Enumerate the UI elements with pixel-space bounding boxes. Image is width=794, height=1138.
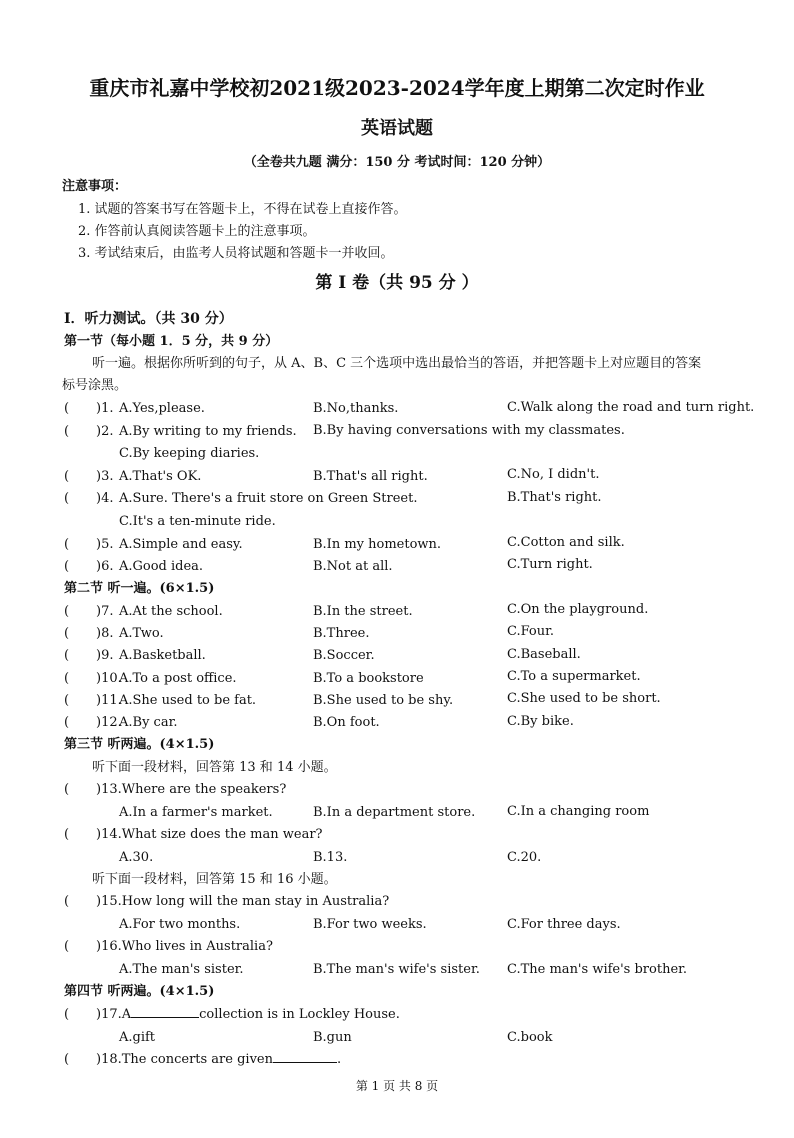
section3-title: 第三节 听两遍。(4×1.5) [64,737,215,752]
option-b: B.To a bookstore [313,671,424,686]
question-text [96,1008,400,1021]
option-b: B.On foot. [313,715,380,730]
subject-title: 英语试题 [361,118,433,139]
option-a: A.Basketball. [119,648,206,663]
option-b: B.Soccer. [313,648,375,663]
answer-paren: ( [64,671,70,686]
option-b: B.No,thanks. [313,401,399,416]
option-c: C.For three days. [507,917,621,932]
option-c: C.No, I didn't. [507,467,600,482]
option-c: C.20. [507,850,542,865]
question-number: )5. [96,537,114,552]
option-b: B.That's right. [507,490,602,505]
question-number: )4. [96,491,114,506]
section-listening-title: I．听力测试。（共 30 分） [64,311,233,327]
question-text-start: )17.A [96,1007,132,1022]
section2-title: 第二节 听一遍。(6×1.5) [64,581,215,596]
option-c: C.book [507,1030,553,1045]
option-a: A.Sure. There's a fruit store on Green Street. [119,491,418,506]
option-c: C.By bike. [507,714,574,729]
question-text [96,1053,341,1066]
question-text-start: )18.The concerts are given [96,1052,273,1067]
option-a: A.That's OK. [119,469,202,484]
answer-paren: ( [64,604,70,619]
question-number: )1. [96,401,114,416]
question-number: )6. [96,559,114,574]
page-footer: 第 1 页 共 8 页 [355,1079,439,1093]
answer-paren: ( [64,469,70,484]
option-c: C.On the playground. [507,602,649,617]
answer-paren: ( [64,715,70,730]
option-c: C.The man's wife's brother. [507,962,688,977]
question-number: )10. [96,671,122,686]
option-a: A.She used to be fat. [119,693,257,708]
exam-title: 重庆市礼嘉中学校初2021级2023-2024学年度上期第二次定时作业 [89,76,705,100]
answer-paren: ( [64,424,70,439]
option-b: B.For two weeks. [313,917,427,932]
answer-paren: ( [64,693,70,708]
answer-paren: ( [64,939,70,954]
option-a: A.For two months. [119,917,241,932]
question-number: )3. [96,469,114,484]
question-number: )7. [96,604,114,619]
part-one-title: 第 I 卷（共 95 分 ） [315,273,479,293]
answer-paren: ( [64,401,70,416]
question-number: )2. [96,424,114,439]
question-number: )12. [96,715,122,730]
section4-title: 第四节 听两遍。(4×1.5) [64,984,215,999]
option-a: A.At the school. [119,604,223,619]
notice-item: 2. 作答前认真阅读答题卡上的注意事项。 [78,224,316,239]
question-number: )11. [96,693,122,708]
option-c: C.Four. [507,624,555,639]
option-a: A.30. [119,850,154,865]
option-c: C.She used to be short. [507,691,661,706]
option-a: A.The man's sister. [119,962,244,977]
question-number: )8. [96,626,114,641]
option-a: A.By writing to my friends. [119,424,297,439]
answer-blank [131,1016,199,1018]
option-a: A.Good idea. [119,559,204,574]
notice-item: 1. 试题的答案书写在答题卡上，不得在试卷上直接作答。 [78,202,407,217]
answer-paren: ( [64,626,70,641]
option-b: B.Three. [313,626,370,641]
option-b: B.In a department store. [313,805,476,820]
option-c: C.Cotton and silk. [507,535,625,550]
option-c: C.By keeping diaries. [119,446,260,461]
option-a: A.Yes,please. [119,401,205,416]
notice-item: 3. 考试结束后，由监考人员将试题和答题卡一并收回。 [78,246,394,261]
answer-paren: ( [64,491,70,506]
option-b: B.She used to be shy. [313,693,454,708]
option-b: B.By having conversations with my classmates. [313,423,625,438]
option-c: C.In a changing room [507,804,650,819]
question-text: )16.Who lives in Australia? [96,939,273,954]
question-text-end: . [337,1052,342,1067]
option-b: B.The man's wife's sister. [313,962,480,977]
exam-info: （全卷共九题 满分：150 分 考试时间：120 分钟） [243,155,551,170]
option-c: C.Turn right. [507,557,593,572]
answer-paren: ( [64,559,70,574]
option-a: A.In a farmer's market. [119,805,273,820]
answer-paren: ( [64,648,70,663]
option-b: B.That's all right. [313,469,428,484]
option-a: A.By car. [119,715,178,730]
option-b: B.gun [313,1030,352,1045]
option-b: B.13. [313,850,348,865]
option-b: B.Not at all. [313,559,393,574]
answer-paren: ( [64,894,70,909]
answer-paren: ( [64,1052,70,1067]
option-b: B.In my hometown. [313,537,442,552]
option-c: C.It's a ten-minute ride. [119,514,276,529]
question-text: )15.How long will the man stay in Australia? [96,894,390,909]
answer-paren: ( [64,827,70,842]
answer-paren: ( [64,537,70,552]
section1-instructions-cont: 标号涂黑。 [62,378,128,393]
question-number: )9. [96,648,114,663]
section1-instructions: 听一遍。根据你所听到的句子，从 A、B、C 三个选项中选出最恰当的答语，并把答题卡上对应题目的答案 [92,356,702,371]
question-text: )13.Where are the speakers? [96,782,287,797]
option-a: A.gift [119,1030,156,1045]
material-instruction: 听下面一段材料，回答第 13 和 14 小题。 [92,760,337,775]
question-text: )14.What size does the man wear? [96,827,323,842]
material-instruction: 听下面一段材料，回答第 15 和 16 小题。 [92,872,337,887]
option-b: B.In the street. [313,604,413,619]
answer-blank [273,1061,337,1063]
notice-heading: 注意事项： [62,179,128,194]
option-a: A.Simple and easy. [119,537,243,552]
answer-paren: ( [64,782,70,797]
option-a: A.Two. [119,626,164,641]
option-a: A.To a post office. [119,671,237,686]
option-c: C.Baseball. [507,647,581,662]
question-text-end: collection is in Lockley House. [199,1007,400,1022]
option-c: C.To a supermarket. [507,669,641,684]
option-c: C.Walk along the road and turn right. [507,400,755,415]
section1-title: 第一节（每小题 1．5 分，共 9 分） [64,334,279,349]
answer-paren: ( [64,1007,70,1022]
